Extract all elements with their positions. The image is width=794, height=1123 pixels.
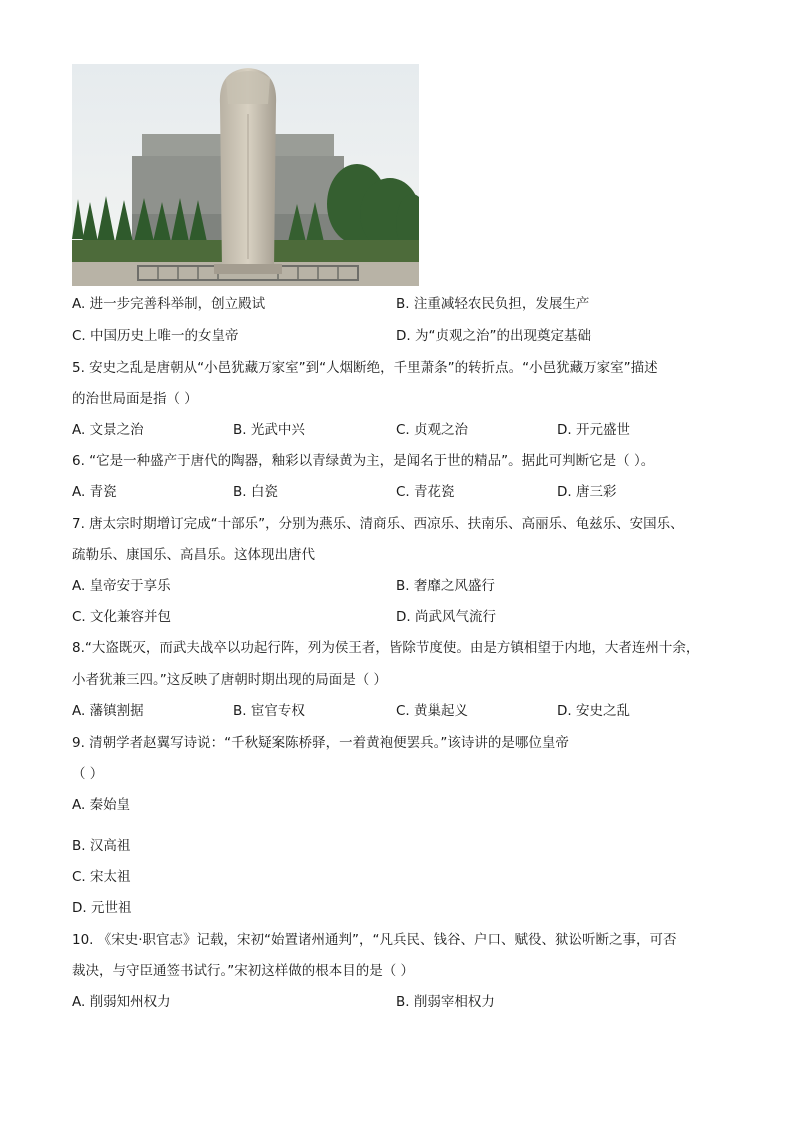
q8-stem-line2: 小者犹兼三四。”这反映了唐朝时期出现的局面是（ ） <box>72 672 388 688</box>
q9-option-c: C. 宋太祖 <box>72 869 131 885</box>
q9-option-a: A. 秦始皇 <box>72 797 131 813</box>
q8-stem-line1: 8.“大盗既灭，而武夫战卒以功起行阵，列为侯王者，皆除节度使。由是方镇相望于内地，大者连州十余， <box>72 640 700 656</box>
q8-option-d: D. 安史之乱 <box>557 703 630 719</box>
stele-photo <box>72 64 419 286</box>
q5-option-c: C. 贞观之治 <box>396 422 469 438</box>
q9-option-d: D. 元世祖 <box>72 900 132 916</box>
q5-option-b: B. 光武中兴 <box>233 422 305 438</box>
q4-option-c: C. 中国历史上唯一的女皇帝 <box>72 328 239 344</box>
q9-stem-line2: （ ） <box>72 766 104 782</box>
q6-stem: 6. “它是一种盛产于唐代的陶器，釉彩以青绿黄为主，是闻名于世的精品”。据此可判断它是（ ）。 <box>72 453 655 469</box>
q7-option-a: A. 皇帝安于享乐 <box>72 578 171 594</box>
q7-option-c: C. 文化兼容并包 <box>72 609 172 625</box>
q6-option-d: D. 唐三彩 <box>557 484 617 500</box>
q9-stem-line1: 9. 清朝学者赵翼写诗说：“千秋疑案陈桥驿，一着黄袍便罢兵。”该诗讲的是哪位皇帝 <box>72 735 569 751</box>
q5-stem-line1: 5. 安史之乱是唐朝从“小邑犹藏万家室”到“人烟断绝，千里萧条”的转折点。“小邑犹藏万家室”描述 <box>72 360 658 376</box>
q10-option-b: B. 削弱宰相权力 <box>396 994 495 1010</box>
q7-option-b: B. 奢靡之风盛行 <box>396 578 495 594</box>
q4-option-b: B. 注重减轻农民负担，发展生产 <box>396 296 590 312</box>
q4-option-a: A. 进一步完善科举制，创立殿试 <box>72 296 266 312</box>
q6-option-a: A. 青瓷 <box>72 484 117 500</box>
q6-option-c: C. 青花瓷 <box>396 484 455 500</box>
q4-option-d: D. 为“贞观之治”的出现奠定基础 <box>396 328 591 344</box>
q9-option-b: B. 汉高祖 <box>72 838 131 854</box>
q8-option-b: B. 宦官专权 <box>233 703 305 719</box>
q10-stem-line2: 裁决，与守臣通签书试行。”宋初这样做的根本目的是（ ） <box>72 963 415 979</box>
q7-stem-line2: 疏勒乐、康国乐、高昌乐。这体现出唐代 <box>72 547 315 563</box>
q6-option-b: B. 白瓷 <box>233 484 278 500</box>
q7-stem-line1: 7. 唐太宗时期增订完成“十部乐”，分别为燕乐、清商乐、西凉乐、扶南乐、高丽乐、龟兹乐、安国乐、 <box>72 516 684 532</box>
q5-option-a: A. 文景之治 <box>72 422 144 438</box>
q8-option-a: A. 藩镇割据 <box>72 703 144 719</box>
q8-option-c: C. 黄巢起义 <box>396 703 469 719</box>
q7-option-d: D. 尚武风气流行 <box>396 609 496 625</box>
q5-option-d: D. 开元盛世 <box>557 422 630 438</box>
q5-stem-line2: 的治世局面是指（ ） <box>72 391 198 407</box>
q10-option-a: A. 削弱知州权力 <box>72 994 171 1010</box>
q10-stem-line1: 10. 《宋史·职官志》记载，宋初“始置诸州通判”，“凡兵民、钱谷、户口、赋役、狱讼听断之事，可否 <box>72 932 677 948</box>
